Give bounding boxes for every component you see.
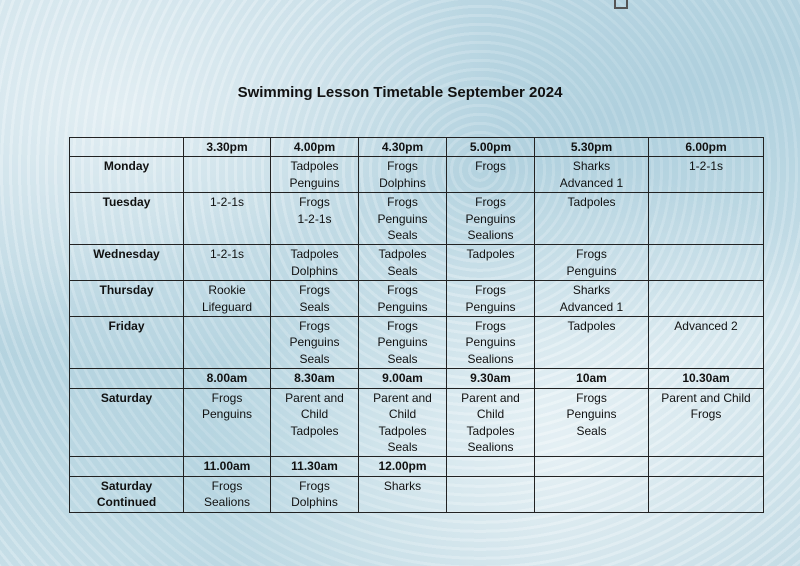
- cell-text: 8.30am: [294, 371, 335, 386]
- cell-text: Tadpoles: [378, 423, 427, 438]
- cell-text: Penguins: [377, 211, 428, 226]
- lesson-cell: [184, 281, 271, 317]
- lesson-cell: [447, 388, 535, 457]
- cell-text: Penguins: [465, 335, 516, 350]
- lesson-cell: [271, 157, 359, 193]
- lesson-cell: [271, 245, 359, 281]
- cell-text: 10.30am: [682, 371, 730, 386]
- cell-text: Lifeguard: [201, 299, 253, 314]
- lesson-cell: [271, 476, 359, 512]
- time-header-cell: [535, 369, 649, 388]
- lesson-cell: [535, 245, 649, 281]
- day-row: [70, 476, 764, 512]
- lesson-cell: [649, 476, 764, 512]
- cell-text: Continued: [96, 495, 157, 510]
- time-header-cell: [535, 138, 649, 157]
- cell-text: Frogs: [299, 195, 330, 210]
- lesson-cell: [359, 157, 447, 193]
- cell-text: Penguins: [566, 263, 617, 278]
- header-corner-cell: [70, 138, 184, 157]
- lesson-cell: [184, 476, 271, 512]
- header-corner-cell: [70, 457, 184, 476]
- lesson-cell: [271, 193, 359, 245]
- time-header-cell: [447, 457, 535, 476]
- cell-text: 4.30pm: [381, 140, 424, 154]
- lesson-cell: [447, 193, 535, 245]
- cell-text: Penguins: [377, 335, 428, 350]
- lesson-cell: [535, 157, 649, 193]
- day-label-cell: [70, 317, 184, 369]
- lesson-cell: [271, 281, 359, 317]
- lesson-cell: [447, 476, 535, 512]
- lesson-cell: [535, 388, 649, 457]
- lesson-cell: [535, 193, 649, 245]
- cell-text: Tadpoles: [466, 423, 515, 438]
- cell-text: 9.00am: [382, 371, 423, 386]
- cell-text: Seals: [576, 423, 607, 438]
- cell-text: Frogs: [211, 478, 243, 493]
- day-label-cell: [70, 281, 184, 317]
- cell-text: Thursday: [99, 283, 154, 298]
- lesson-cell: [649, 193, 764, 245]
- time-header-cell: [184, 369, 271, 388]
- lesson-cell: [649, 157, 764, 193]
- cell-text: Frogs: [576, 390, 607, 405]
- lesson-cell: [271, 388, 359, 457]
- cell-text: Tadpoles: [290, 247, 339, 262]
- cell-text: Seals: [387, 439, 418, 454]
- cell-text: 6.00pm: [685, 140, 727, 154]
- cell-text: Tadpoles: [567, 319, 616, 334]
- day-row: [70, 317, 764, 369]
- time-header-cell: [271, 457, 359, 476]
- cell-text: Dolphins: [291, 495, 338, 510]
- lesson-cell: [649, 245, 764, 281]
- lesson-cell: [359, 476, 447, 512]
- cell-text: Dolphins: [379, 175, 426, 190]
- day-label-cell: [70, 388, 184, 457]
- cell-text: Frogs: [475, 159, 506, 174]
- cell-text: Sealions: [203, 495, 251, 510]
- cell-text: Frogs: [475, 283, 506, 298]
- timetable: [69, 137, 764, 513]
- time-header-cell: [359, 369, 447, 388]
- cell-text: Advanced 2: [674, 319, 738, 334]
- cell-text: Penguins: [465, 299, 516, 314]
- time-header-cell: [447, 138, 535, 157]
- time-header-cell: [271, 138, 359, 157]
- cell-text: Monday: [103, 159, 150, 174]
- cell-text: 5.30pm: [570, 140, 613, 154]
- cell-text: 1-2-1s: [209, 247, 244, 262]
- cell-text: Tadpoles: [378, 247, 427, 262]
- cell-text: Parent and: [373, 390, 432, 405]
- cell-text: Sharks: [572, 283, 611, 298]
- cell-text: Seals: [299, 299, 330, 314]
- cell-text: Rookie: [208, 283, 246, 298]
- cell-text: 10am: [576, 371, 607, 386]
- cell-text: Seals: [387, 263, 418, 278]
- cell-text: Tadpoles: [466, 247, 515, 262]
- day-row: [70, 388, 764, 457]
- cell-text: Penguins: [289, 335, 340, 350]
- cell-text: Sharks: [572, 159, 611, 174]
- day-label-cell: [70, 245, 184, 281]
- time-header-cell: [271, 369, 359, 388]
- saturday-time-header-row: [70, 369, 764, 388]
- lesson-cell: [184, 388, 271, 457]
- lesson-cell: [359, 281, 447, 317]
- cell-text: 1-2-1s: [297, 211, 332, 226]
- lesson-cell: [447, 245, 535, 281]
- cell-text: Friday: [108, 319, 145, 334]
- cell-text: Dolphins: [291, 263, 338, 278]
- cell-text: 11.00am: [203, 459, 251, 474]
- cell-text: 4.00pm: [293, 140, 336, 154]
- cell-text: Penguins: [465, 211, 516, 226]
- day-label-cell: [70, 476, 184, 512]
- cell-text: Penguins: [289, 175, 340, 190]
- lesson-cell: [359, 245, 447, 281]
- time-header-cell: [535, 457, 649, 476]
- lesson-cell: [649, 317, 764, 369]
- lesson-cell: [649, 388, 764, 457]
- cell-text: 1-2-1s: [688, 159, 723, 174]
- time-header-cell: [359, 457, 447, 476]
- cell-text: 9.30am: [470, 371, 511, 386]
- lesson-cell: [184, 317, 271, 369]
- cell-text: Child: [300, 407, 329, 422]
- lesson-cell: [535, 317, 649, 369]
- cell-text: 1-2-1s: [209, 195, 244, 210]
- saturday-continued-time-header-row: [70, 457, 764, 476]
- cell-text: Frogs: [299, 283, 330, 298]
- time-header-cell: [649, 369, 764, 388]
- cell-text: Sealions: [467, 228, 514, 243]
- cell-text: Penguins: [377, 299, 428, 314]
- day-label-cell: [70, 193, 184, 245]
- lesson-cell: [447, 157, 535, 193]
- lesson-cell: [535, 476, 649, 512]
- cell-text: Frogs: [387, 319, 418, 334]
- day-label-cell: [70, 157, 184, 193]
- cell-text: Frogs: [299, 478, 330, 493]
- lesson-cell: [184, 193, 271, 245]
- cell-text: Parent and Child: [661, 390, 751, 405]
- cell-text: Sharks: [383, 478, 422, 493]
- weekday-time-header-row: [70, 138, 764, 157]
- cell-text: Frogs: [299, 319, 330, 334]
- lesson-cell: [184, 157, 271, 193]
- cell-text: Parent and: [285, 390, 344, 405]
- page-title: Swimming Lesson Timetable September 2024: [237, 84, 563, 101]
- cell-text: Seals: [387, 351, 418, 366]
- cell-text: Frogs: [576, 247, 607, 262]
- lesson-cell: [649, 281, 764, 317]
- cell-text: Frogs: [387, 195, 418, 210]
- cell-text: 3.30pm: [206, 140, 248, 154]
- time-header-cell: [184, 138, 271, 157]
- lesson-cell: [184, 245, 271, 281]
- day-row: [70, 281, 764, 317]
- cell-text: Penguins: [566, 407, 617, 422]
- cell-text: Frogs: [211, 390, 243, 405]
- cell-text: 8.00am: [206, 371, 248, 386]
- cell-text: Frogs: [387, 283, 418, 298]
- cell-text: Parent and: [461, 390, 520, 405]
- cell-text: Saturday: [100, 478, 153, 493]
- time-header-cell: [359, 138, 447, 157]
- cell-text: Penguins: [201, 407, 253, 422]
- cell-text: Wednesday: [93, 247, 160, 262]
- cell-text: Tadpoles: [567, 195, 616, 210]
- cell-text: Tadpoles: [290, 423, 339, 438]
- cell-text: Seals: [299, 351, 330, 366]
- lesson-cell: [447, 317, 535, 369]
- cell-text: Child: [388, 407, 417, 422]
- cell-text: Child: [476, 407, 505, 422]
- lesson-cell: [359, 388, 447, 457]
- cell-text: Frogs: [387, 159, 418, 174]
- lesson-cell: [359, 193, 447, 245]
- cell-text: Frogs: [690, 407, 722, 422]
- lesson-cell: [359, 317, 447, 369]
- time-header-cell: [649, 457, 764, 476]
- lesson-cell: [447, 281, 535, 317]
- cell-text: Advanced 1: [559, 299, 624, 314]
- time-header-cell: [649, 138, 764, 157]
- cell-text: Advanced 1: [559, 175, 624, 190]
- lesson-cell: [535, 281, 649, 317]
- cell-text: Sealions: [467, 351, 514, 366]
- cell-text: Saturday: [100, 390, 153, 405]
- day-row: [70, 157, 764, 193]
- day-row: [70, 193, 764, 245]
- cell-text: Tuesday: [102, 195, 151, 210]
- cell-text: 11.30am: [291, 459, 338, 474]
- lesson-cell: [271, 317, 359, 369]
- day-row: [70, 245, 764, 281]
- cell-text: Tadpoles: [290, 159, 339, 174]
- time-header-cell: [184, 457, 271, 476]
- time-header-cell: [447, 369, 535, 388]
- cell-text: Sealions: [467, 439, 514, 454]
- cell-text: Frogs: [475, 319, 506, 334]
- cell-text: Seals: [387, 228, 418, 243]
- cell-text: Frogs: [475, 195, 506, 210]
- corner-mark-icon: [614, 0, 628, 9]
- cell-text: 5.00pm: [469, 140, 512, 154]
- header-corner-cell: [70, 369, 184, 388]
- cell-text: 12.00pm: [378, 459, 427, 474]
